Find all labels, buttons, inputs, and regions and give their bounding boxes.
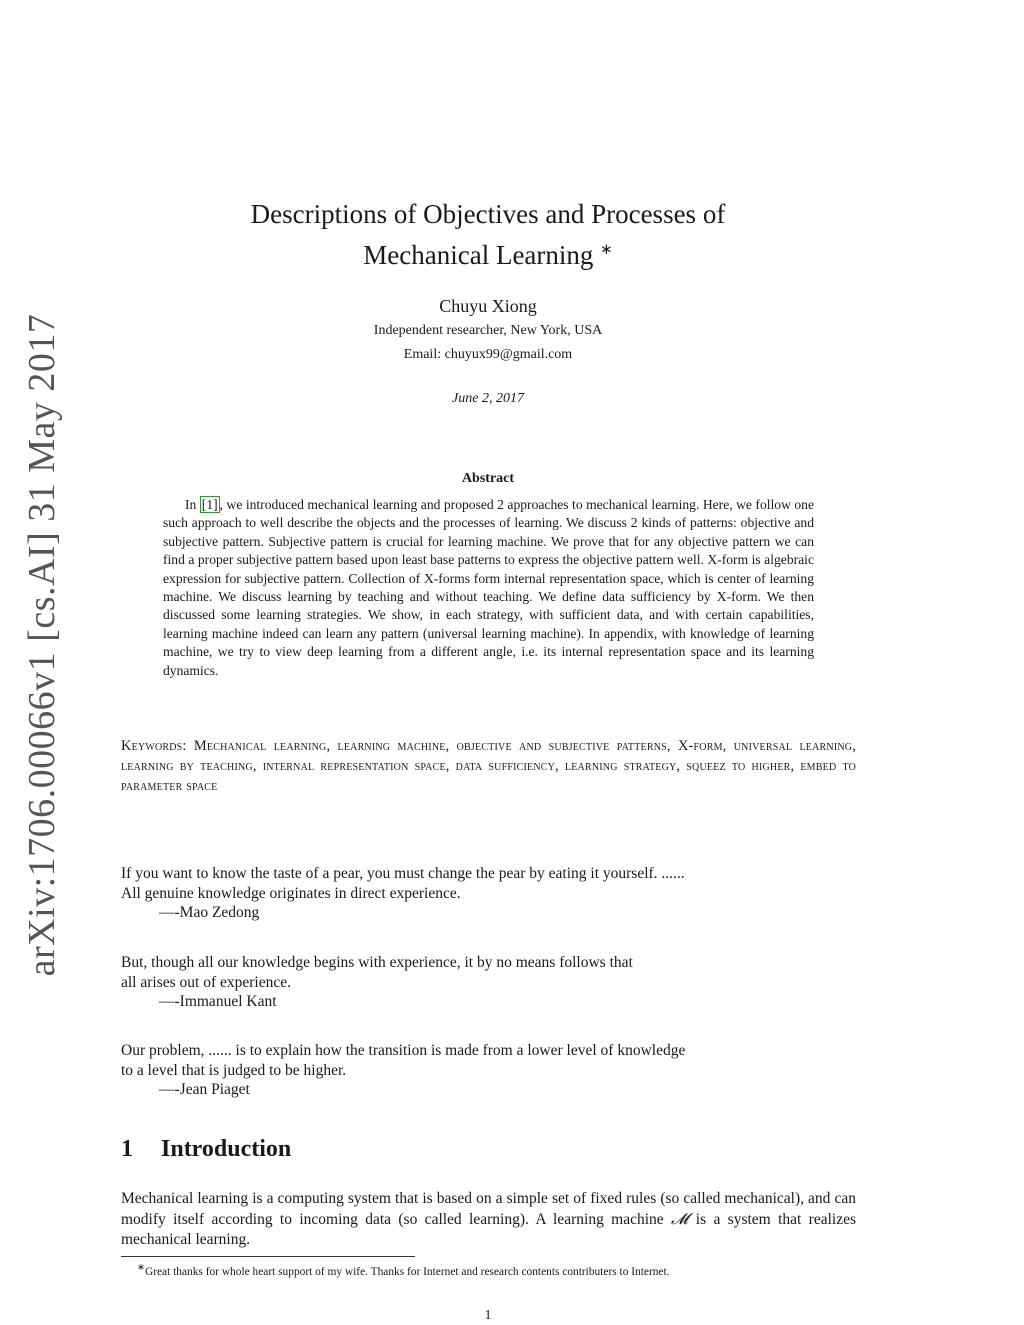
quote-line: All genuine knowledge originates in direct experience. bbox=[121, 884, 461, 902]
title-line-1: Descriptions of Objectives and Processes of bbox=[250, 199, 726, 229]
epigraph-quote bbox=[121, 864, 861, 923]
arxiv-identifier: arXiv:1706.00066v1 [cs.AI] 31 May 2017 bbox=[21, 313, 63, 977]
author-name: Chuyu Xiong bbox=[439, 296, 537, 316]
abstract-text: , we introduced mechanical learning and proposed 2 approaches to mechanical learning. Here, we follow one such approach to well describe the objects and the processes of learning. We discuss 2 kinds of patterns: objective and subjective pattern. Subjective pattern is crucial for learning machine. We prove that for any objective pattern we can find a proper subjective pattern based upon least base patterns to express the objective pattern well. X-form is algebraic expression for subjective pattern. Collection of X-forms form internal representation space, which is center of learning machine. We discuss learning by teaching and without teaching. We define data sufficiency by X-form. We then discussed some learning strategies. We show, in each strategy, with sufficient data, and with certain capabilities, learning machine indeed can learn any pattern (universal learning machine). In appendix, with knowledge of learning machine, we try to view deep learning from a different angle, i.e. its internal representation space and its learning dynamics. bbox=[163, 497, 814, 678]
epigraph-quote bbox=[121, 953, 861, 1012]
abstract-lead: In bbox=[185, 497, 200, 512]
page-number: 1 bbox=[484, 1308, 492, 1323]
title-line-2: Mechanical Learning bbox=[363, 240, 594, 270]
footnote bbox=[121, 1261, 861, 1279]
quote-attribution: —-Mao Zedong bbox=[159, 904, 260, 922]
footnote-mark: ∗ bbox=[137, 1263, 145, 1273]
abstract-heading: Abstract bbox=[461, 471, 515, 486]
section-number: 1 bbox=[121, 1136, 133, 1162]
title-footnote-mark: ∗ bbox=[600, 242, 613, 258]
quote-line: Our problem, ...... is to explain how the transition is made from a lower level of knowledge bbox=[121, 1042, 686, 1059]
machine-symbol: 𝓜 bbox=[671, 1210, 689, 1228]
quote-line: But, though all our knowledge begins with experience, it by no means follows that bbox=[121, 954, 633, 971]
quote-line: If you want to know the taste of a pear, you must change the pear by eating it yourself. ...... bbox=[121, 865, 685, 882]
intro-text-end: is a system that realizes mechanical learning. bbox=[121, 1211, 856, 1248]
paper-date: June 2, 2017 bbox=[452, 391, 524, 406]
section-heading bbox=[121, 1136, 291, 1163]
quote-line: to a level that is judged to be higher. bbox=[121, 1061, 347, 1079]
quote-attribution: —-Immanuel Kant bbox=[159, 993, 277, 1011]
intro-paragraph bbox=[121, 1189, 856, 1250]
quote-line: all arises out of experience. bbox=[121, 973, 291, 991]
keywords: Keywords: Mechanical learning, learning machine, objective and subjective patterns, X-form, universal learning, learning by teaching, internal representation space, data sufficiency, learning strategy, squeez to higher, embed to parameter space bbox=[121, 738, 856, 794]
author-email: Email: chuyux99@gmail.com bbox=[403, 347, 573, 362]
intro-text: Mechanical learning is a computing system that is based on a simple set of fixed rules (so called mechanical), and can modify itself according to incoming data (so called learning). A learning machine bbox=[121, 1190, 856, 1228]
author-affiliation: Independent researcher, New York, USA bbox=[373, 323, 603, 338]
epigraph-quote bbox=[121, 1041, 861, 1100]
quote-attribution: —-Jean Piaget bbox=[159, 1081, 250, 1099]
paper-title bbox=[200, 196, 776, 273]
abstract-body bbox=[163, 496, 814, 680]
footnote-text: Great thanks for whole heart support of my wife. Thanks for Internet and research contents contributers to Internet. bbox=[144, 1265, 670, 1278]
citation-link[interactable]: [1] bbox=[201, 497, 218, 512]
section-title: Introduction bbox=[161, 1136, 292, 1162]
footnote-rule bbox=[121, 1256, 415, 1257]
